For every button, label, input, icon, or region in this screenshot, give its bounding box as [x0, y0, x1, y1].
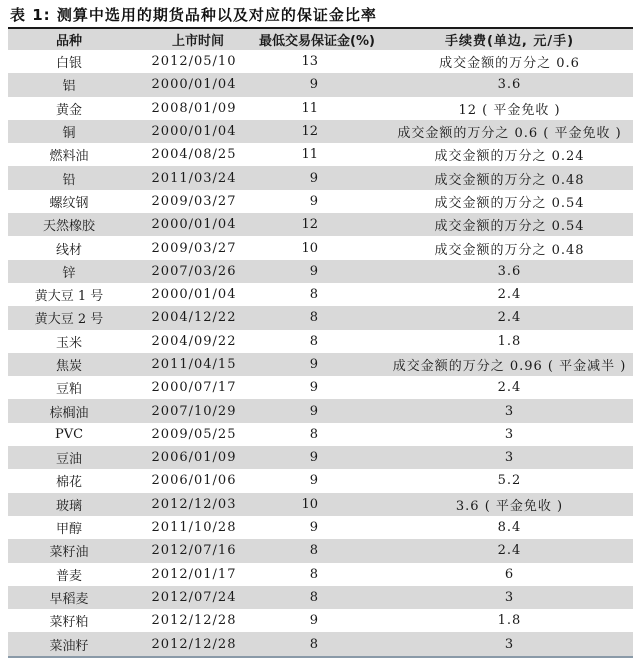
cell-listing-date: 2012/01/17 — [151, 566, 237, 582]
cell-min-margin: 9 — [309, 613, 318, 629]
cell-listing-date: 2007/10/29 — [151, 403, 237, 419]
cell-listing-date: 2000/01/04 — [151, 217, 237, 233]
cell-name: 焦炭 — [55, 359, 82, 374]
cell-min-margin: 12 — [301, 124, 318, 140]
table-row — [8, 166, 633, 189]
cell-fee: 12 ( 平金免收 ) — [458, 102, 561, 118]
cell-name: 菜籽油 — [49, 545, 89, 561]
cell-listing-date: 2006/01/06 — [151, 473, 237, 489]
table-row — [8, 73, 633, 96]
cell-fee: 成交金额的万分之 0.48 — [434, 242, 585, 258]
cell-name: 玻璃 — [55, 498, 82, 514]
cell-fee: 成交金额的万分之 0.6 ( 平金免收 ) — [397, 126, 622, 142]
cell-fee: 5.2 — [497, 473, 522, 489]
header-min-margin: 最低交易保证金(%) — [259, 34, 375, 49]
cell-name: 白银 — [55, 56, 82, 72]
cell-listing-date: 2000/07/17 — [151, 380, 237, 396]
cell-listing-date: 2011/03/24 — [151, 170, 237, 186]
cell-min-margin: 8 — [309, 426, 318, 442]
cell-fee: 2.4 — [497, 287, 522, 303]
cell-min-margin: 8 — [309, 543, 318, 559]
cell-min-margin: 8 — [309, 310, 318, 326]
table-row — [8, 283, 633, 306]
cell-listing-date: 2006/01/09 — [151, 450, 237, 466]
cell-min-margin: 8 — [309, 636, 318, 652]
cell-name: 菜油籽 — [49, 638, 89, 654]
cell-name: 锌 — [62, 265, 76, 281]
cell-name: 普麦 — [55, 568, 82, 584]
cell-listing-date: 2004/12/22 — [151, 310, 237, 326]
cell-listing-date: 2008/01/09 — [151, 100, 237, 116]
table-row — [8, 586, 633, 609]
table-row — [8, 120, 633, 143]
cell-min-margin: 9 — [309, 403, 318, 419]
cell-fee: 3 — [504, 589, 515, 605]
cell-name: 铜 — [62, 126, 76, 142]
cell-listing-date: 2000/01/04 — [151, 287, 237, 303]
cell-min-margin: 12 — [301, 217, 318, 233]
table-row — [8, 516, 633, 539]
cell-min-margin: 8 — [309, 287, 318, 303]
cell-name: 棕榈油 — [49, 405, 89, 421]
table-row — [8, 609, 633, 632]
cell-min-margin: 8 — [309, 566, 318, 582]
cell-name: 菜籽粕 — [49, 615, 89, 631]
cell-listing-date: 2009/03/27 — [151, 240, 237, 256]
table-row — [8, 97, 633, 120]
cell-min-margin: 9 — [309, 450, 318, 466]
cell-fee: 成交金额的万分之 0.6 — [439, 56, 580, 72]
cell-fee: 成交金额的万分之 0.54 — [434, 219, 585, 235]
cell-name: 天然橡胶 — [42, 219, 95, 235]
cell-name: 铅 — [62, 172, 76, 188]
cell-fee: 3 — [504, 636, 515, 652]
cell-min-margin: 10 — [301, 240, 318, 256]
table-row — [8, 50, 633, 73]
cell-listing-date: 2012/12/03 — [151, 496, 237, 512]
cell-listing-date: 2011/04/15 — [151, 357, 237, 372]
cell-listing-date: 2000/01/04 — [151, 124, 237, 140]
table-row — [8, 469, 633, 492]
cell-fee: 成交金额的万分之 0.24 — [434, 149, 585, 165]
cell-fee: 2.4 — [497, 543, 522, 559]
cell-name: 燃料油 — [49, 149, 89, 165]
table-row — [8, 306, 633, 329]
cell-listing-date: 2009/03/27 — [151, 193, 237, 209]
header-listing-date: 上市时间 — [171, 34, 224, 49]
cell-name: 豆油 — [55, 452, 82, 468]
cell-listing-date: 2012/12/28 — [151, 636, 237, 652]
cell-fee: 3.6 — [497, 77, 522, 93]
table-row — [8, 236, 633, 259]
table-row — [8, 446, 633, 469]
cell-fee: 2.4 — [497, 380, 522, 396]
table-row — [8, 493, 633, 516]
cell-name: 铝 — [62, 79, 76, 95]
cell-fee: 6 — [504, 566, 515, 582]
cell-fee: 1.8 — [497, 333, 522, 349]
cell-listing-date: 2012/07/16 — [151, 543, 237, 559]
table-row — [8, 632, 633, 655]
table-row — [8, 539, 633, 562]
cell-min-margin: 8 — [309, 333, 318, 349]
cell-fee: 2.4 — [497, 310, 522, 326]
table-row — [8, 143, 633, 166]
cell-name: 玉米 — [55, 335, 82, 351]
cell-min-margin: 11 — [301, 100, 318, 116]
table-row — [8, 399, 633, 422]
table-row — [8, 563, 633, 586]
cell-min-margin: 9 — [309, 170, 318, 186]
table-row — [8, 353, 633, 376]
cell-min-margin: 9 — [309, 380, 318, 396]
cell-name: 黄大豆 1 号 — [34, 289, 104, 305]
cell-min-margin: 9 — [309, 193, 318, 209]
cell-fee: 8.4 — [497, 520, 522, 536]
cell-fee: 成交金额的万分之 0.54 — [434, 195, 585, 211]
cell-listing-date: 2004/08/25 — [151, 147, 237, 163]
cell-fee: 3.6 ( 平金免收 ) — [455, 498, 564, 514]
cell-listing-date: 2007/03/26 — [151, 263, 237, 279]
table-row — [8, 423, 633, 446]
cell-listing-date: 2012/07/24 — [151, 589, 237, 605]
cell-fee: 3.6 — [497, 263, 522, 279]
table-row — [8, 213, 633, 236]
cell-name: 甲醇 — [55, 522, 82, 538]
cell-min-margin: 9 — [309, 77, 318, 93]
cell-min-margin: 9 — [309, 357, 318, 372]
cell-min-margin: 8 — [309, 589, 318, 605]
cell-min-margin: 11 — [301, 147, 318, 163]
table-row — [8, 330, 633, 353]
cell-min-margin: 9 — [309, 473, 318, 489]
cell-name: 早稻麦 — [49, 591, 89, 607]
margin-table — [8, 27, 633, 658]
cell-listing-date: 2004/09/22 — [151, 333, 237, 349]
table-header-row — [8, 29, 633, 50]
cell-fee: 3 — [504, 403, 515, 419]
header-fee: 手续费(单边, 元/手) — [444, 34, 575, 49]
cell-min-margin: 9 — [309, 520, 318, 536]
cell-listing-date: 2000/01/04 — [151, 77, 237, 93]
cell-name: 螺纹钢 — [49, 195, 89, 211]
table-title: 表 1: 测算中选用的期货品种以及对应的保证金比率 — [10, 6, 377, 24]
cell-name: 黄金 — [55, 102, 82, 118]
header-name: 品种 — [55, 34, 82, 49]
cell-name: 线材 — [55, 242, 82, 258]
cell-listing-date: 2011/10/28 — [151, 520, 237, 536]
table-row — [8, 376, 633, 399]
cell-listing-date: 2012/05/10 — [151, 54, 237, 70]
cell-listing-date: 2009/05/25 — [151, 426, 237, 442]
table-row — [8, 260, 633, 283]
cell-fee: 成交金额的万分之 0.96 ( 平金减半 ) — [392, 359, 627, 374]
cell-min-margin: 13 — [301, 54, 318, 70]
cell-name: PVC — [54, 426, 84, 442]
cell-listing-date: 2012/12/28 — [151, 613, 237, 629]
table-row — [8, 190, 633, 213]
cell-name: 黄大豆 2 号 — [34, 312, 104, 328]
cell-fee: 成交金额的万分之 0.48 — [434, 172, 585, 188]
cell-fee: 3 — [504, 426, 515, 442]
cell-fee: 1.8 — [497, 613, 522, 629]
cell-fee: 3 — [504, 450, 515, 466]
cell-name: 豆粕 — [55, 382, 82, 398]
cell-min-margin: 9 — [309, 263, 318, 279]
cell-name: 棉花 — [55, 475, 82, 491]
cell-min-margin: 10 — [301, 496, 318, 512]
